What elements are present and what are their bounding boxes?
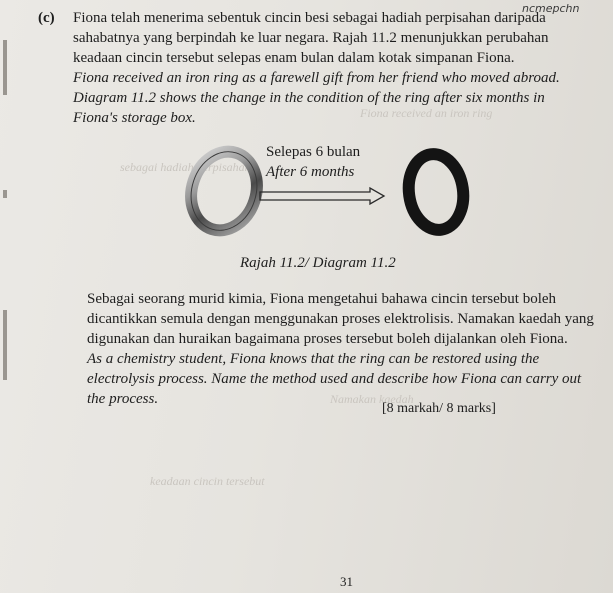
bleed-through-text: sebagai hadiah perpisahan (120, 160, 251, 174)
time-arrow (258, 186, 388, 206)
question-malay-line-1: Fiona telah menerima sebentuk cincin besi sebagai hadiah perpisahan daripada (73, 10, 546, 26)
task-malay-line-3: digunakan dan huraikan bagaimana proses tersebut boleh dijalankan oleh Fiona. (87, 331, 568, 347)
question-english-line-1: Fiona received an iron ring as a farewell gift from her friend who moved abroad. (73, 70, 560, 86)
task-malay-line-2: dicantikkan semula dengan menggunakan proses elektrolisis. Namakan kaedah yang (87, 311, 594, 327)
task-english-line-1: As a chemistry student, Fiona knows that the ring can be restored using the (87, 351, 540, 367)
rusted-ring-illustration (398, 146, 478, 246)
arrow-label-english: After 6 months (266, 164, 355, 180)
task-english-line-3: the process. (87, 391, 159, 407)
margin-stamp (3, 20, 9, 360)
task-english-line-2: electrolysis process. Name the method used and describe how Fiona can carry out (87, 371, 582, 387)
bleed-through-text: Namakan kaedah (330, 392, 414, 406)
arrow-label-malay: Selepas 6 bulan (266, 144, 361, 160)
bleed-through-text: Fiona received an iron ring (360, 106, 493, 120)
question-label: (c) (38, 10, 55, 26)
task-malay-line-1: Sebagai seorang murid kimia, Fiona mengetahui bahawa cincin tersebut boleh (87, 291, 557, 307)
question-english-line-2: Diagram 11.2 shows the change in the condition of the ring after six months in (73, 90, 545, 106)
question-malay-line-2: sahabatnya yang berpindah ke luar negara. Rajah 11.2 menunjukkan perubahan (73, 30, 549, 46)
page-number: 31 (340, 574, 353, 589)
marks-allocation: [8 markah/ 8 marks] (382, 401, 496, 416)
question-english-line-3: Fiona's storage box. (73, 110, 196, 126)
svg-text:ncmepchn: ncmepchn (522, 2, 580, 15)
question-malay-line-3: keadaan cincin tersebut selepas enam bulan dalam kotak simpanan Fiona. (73, 50, 515, 66)
diagram-caption: Rajah 11.2/ Diagram 11.2 (240, 255, 396, 271)
bleed-through-text: keadaan cincin tersebut (150, 474, 265, 488)
